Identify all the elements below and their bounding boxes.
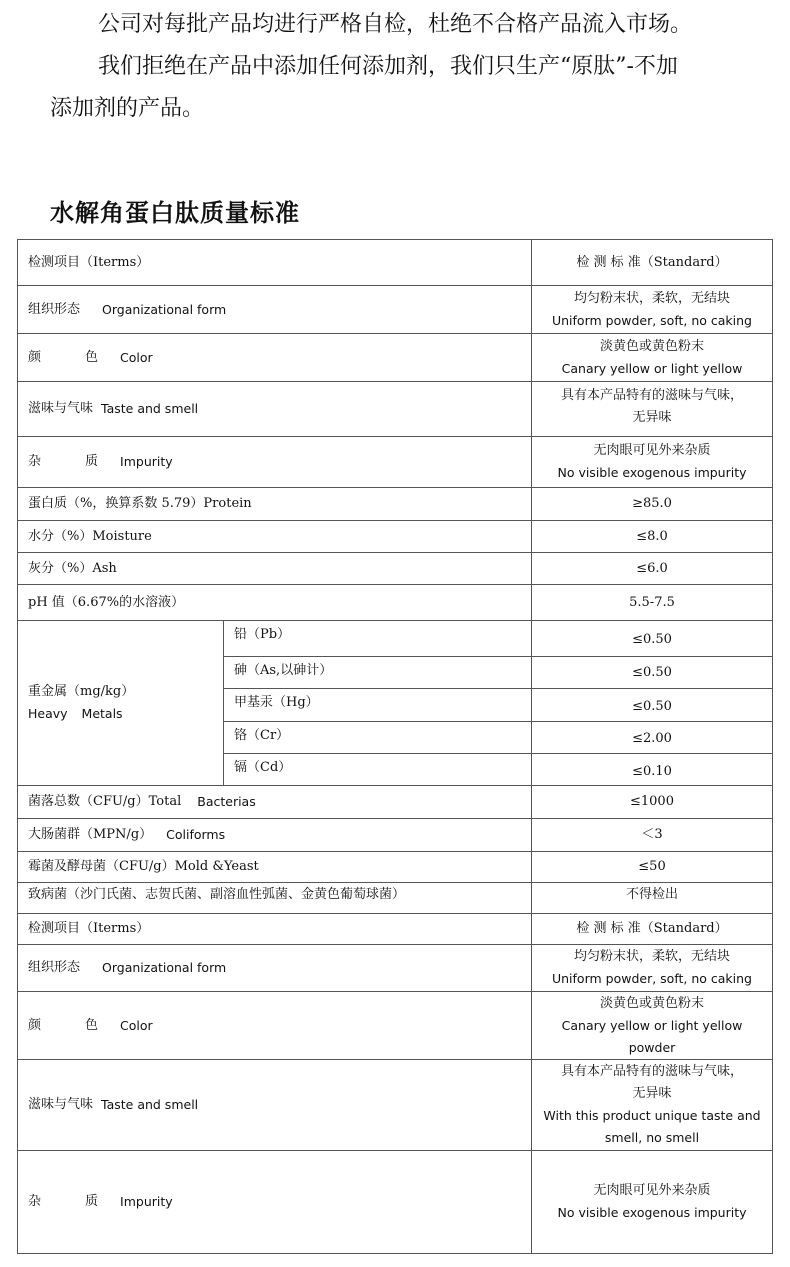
metal-cd-cell [223,753,532,786]
pathogen-label-cell [17,882,532,914]
t2-taste-std-en-2: smell, no smell [604,1130,700,1145]
t2-color-zh-1: 颜 [28,1017,42,1033]
t2-taste-std-zh-1: 具有本产品特有的滋味与气味， [560,1064,743,1079]
t2-org-form-std-en: Uniform powder, soft, no caking [551,971,752,986]
moisture-value-cell [531,520,773,553]
intro-line-2: 我们拒绝在产品中添加任何添加剂，我们只生产“原肽”-不加 [98,54,678,79]
bacteria-value: ≤1000 [630,794,674,809]
t2-header-item-cell [17,913,532,945]
t2-color-standard-cell [531,991,773,1060]
color-label-cell [17,333,532,382]
t2-impurity-std-en: No visible exogenous impurity [557,1205,747,1220]
metal-cr-name: 铬（Cr） [234,728,290,743]
color-en: Color [120,349,153,365]
t2-org-form-std-zh: 均匀粉末状，柔软，无结块 [573,949,730,964]
metal-hg-cell [223,688,532,722]
protein-value: ≥85.0 [632,496,672,511]
t2-header-standard-cell [531,913,773,945]
intro-line-1: 公司对每批产品均进行严格自检，杜绝不合格产品流入市场。 [98,12,693,37]
org-form-zh: 组织形态 [28,301,81,317]
heavy-metals-zh: 重金属（mg/kg） [28,684,135,699]
metal-as-name: 砷（As,以砷计） [234,663,333,678]
impurity-std-zh: 无肉眼可见外来杂质 [593,443,711,458]
ph-label-cell [17,584,532,621]
color-std-en: Canary yellow or light yellow [561,360,743,376]
org-form-standard-cell [531,285,773,334]
org-form-std-en: Uniform powder, soft, no caking [551,312,752,328]
pathogen-label: 致病菌（沙门氏菌、志贺氏菌、副溶血性弧菌、金黄色葡萄球菌） [28,887,406,902]
bacteria-en: Bacterias [197,794,256,809]
t2-color-std-en-1: Canary yellow or light yellow [561,1017,743,1033]
mold-value: ≤50 [638,859,666,874]
moisture-label-cell [17,520,532,553]
impurity-en: Impurity [120,454,173,469]
metal-pb-value: ≤0.50 [632,632,672,647]
t2-impurity-standard-cell [531,1150,773,1254]
metal-cd-value-cell [531,753,773,786]
t2-header-standard-label: 检 测 标 准（Standard） [576,921,728,936]
coliforms-label-cell [17,818,532,852]
org-form-std-zh: 均匀粉末状，柔软，无结块 [573,290,730,306]
ash-label-cell [17,552,532,585]
protein-label-cell [17,487,532,521]
t2-taste-en: Taste and smell [101,1097,199,1112]
metal-cr-value: ≤2.00 [632,731,672,746]
t2-color-std-zh: 淡黄色或黄色粉末 [599,995,704,1011]
color-standard-cell [531,333,773,382]
coliforms-value-cell [531,818,773,852]
t2-taste-label-cell [17,1059,532,1151]
intro-line-3: 添加剂的产品。 [50,96,205,121]
t2-org-form-standard-cell [531,944,773,992]
intro-paragraph [50,4,780,130]
impurity-std-en: No visible exogenous impurity [557,465,747,480]
color-zh-2: 色 [85,349,99,365]
heavy-metals-en-1: Heavy [28,706,68,721]
org-form-en: Organizational form [102,301,227,317]
metal-pb-value-cell [531,620,773,657]
ph-label: pH 值（6.67%的水溶液） [28,594,185,610]
pathogen-value: 不得检出 [625,887,678,902]
impurity-standard-cell [531,436,773,488]
t2-org-form-en: Organizational form [102,960,227,975]
protein-value-cell [531,487,773,521]
t2-taste-standard-cell [531,1059,773,1151]
t2-impurity-zh-2: 质 [85,1194,99,1209]
color-std-zh: 淡黄色或黄色粉末 [599,338,704,354]
t2-impurity-en: Impurity [120,1194,173,1209]
mold-value-cell [531,851,773,883]
coliforms-zh: 大肠菌群（MPN/g） [28,827,153,842]
moisture-value: ≤8.0 [636,528,668,544]
t2-header-item-label: 检测项目（Iterms） [28,921,150,936]
impurity-zh-2: 质 [85,454,99,469]
metal-as-value: ≤0.50 [632,665,672,680]
t2-color-en: Color [120,1017,153,1033]
header-item-label: 检测项目（Iterms） [28,254,150,270]
mold-label-cell [17,851,532,883]
metal-cd-name: 镉（Cd） [234,760,292,775]
taste-en: Taste and smell [101,401,199,416]
taste-standard-cell [531,381,773,437]
bacteria-zh: 菌落总数（CFU/g）Total [28,794,182,809]
ash-value-cell [531,552,773,585]
header-standard-cell [531,239,773,286]
metal-pb-name: 铅（Pb） [234,627,291,642]
color-zh-1: 颜 [28,349,42,365]
taste-std-zh-2: 无异味 [632,410,672,425]
metal-pb-cell [223,620,532,657]
t2-org-form-label-cell [17,944,532,992]
metal-cd-value: ≤0.10 [632,764,672,779]
mold-label: 霉菌及酵母菌（CFU/g）Mold &Yeast [28,859,259,874]
bacteria-label-cell [17,785,532,819]
taste-zh: 滋味与气味 [28,401,94,416]
moisture-label: 水分（%）Moisture [28,528,152,544]
metal-hg-value-cell [531,688,773,722]
metal-hg-value: ≤0.50 [632,699,672,714]
header-item-cell [17,239,532,286]
bacteria-value-cell [531,785,773,819]
impurity-zh-1: 杂 [28,454,42,469]
metal-as-cell [223,656,532,689]
t2-color-zh-2: 色 [85,1017,99,1033]
metal-cr-cell [223,721,532,754]
t2-impurity-std-zh: 无肉眼可见外来杂质 [593,1183,711,1198]
coliforms-value: ＜3 [641,827,663,842]
taste-std-zh-1: 具有本产品特有的滋味与气味， [560,388,743,403]
taste-label-cell [17,381,532,437]
t2-color-label-cell [17,991,532,1060]
t2-taste-zh: 滋味与气味 [28,1097,94,1112]
metal-as-value-cell [531,656,773,689]
metal-cr-value-cell [531,721,773,754]
pathogen-value-cell [531,882,773,914]
t2-org-form-zh: 组织形态 [28,960,81,975]
t2-color-std-en-2: powder [628,1039,676,1055]
metal-hg-name: 甲基汞（Hg） [234,695,319,710]
heavy-metals-en-2: Metals [81,706,123,721]
section-title: 水解角蛋白肽质量标准 [50,199,300,227]
t2-taste-std-en-1: With this product unique taste and [543,1108,761,1123]
header-standard-label: 检 测 标 准（Standard） [576,254,728,270]
t2-taste-std-zh-2: 无异味 [632,1086,672,1101]
ph-value: 5.5-7.5 [629,594,675,610]
impurity-label-cell [17,436,532,488]
coliforms-en: Coliforms [166,827,226,842]
heavy-metals-label-cell [17,620,224,786]
t2-impurity-zh-1: 杂 [28,1194,42,1209]
t2-impurity-label-cell [17,1150,532,1254]
ash-label: 灰分（%）Ash [28,560,117,576]
protein-label: 蛋白质（%，换算系数 5.79）Protein [28,496,252,511]
ash-value: ≤6.0 [636,560,668,576]
org-form-label-cell [17,285,532,334]
ph-value-cell [531,584,773,621]
